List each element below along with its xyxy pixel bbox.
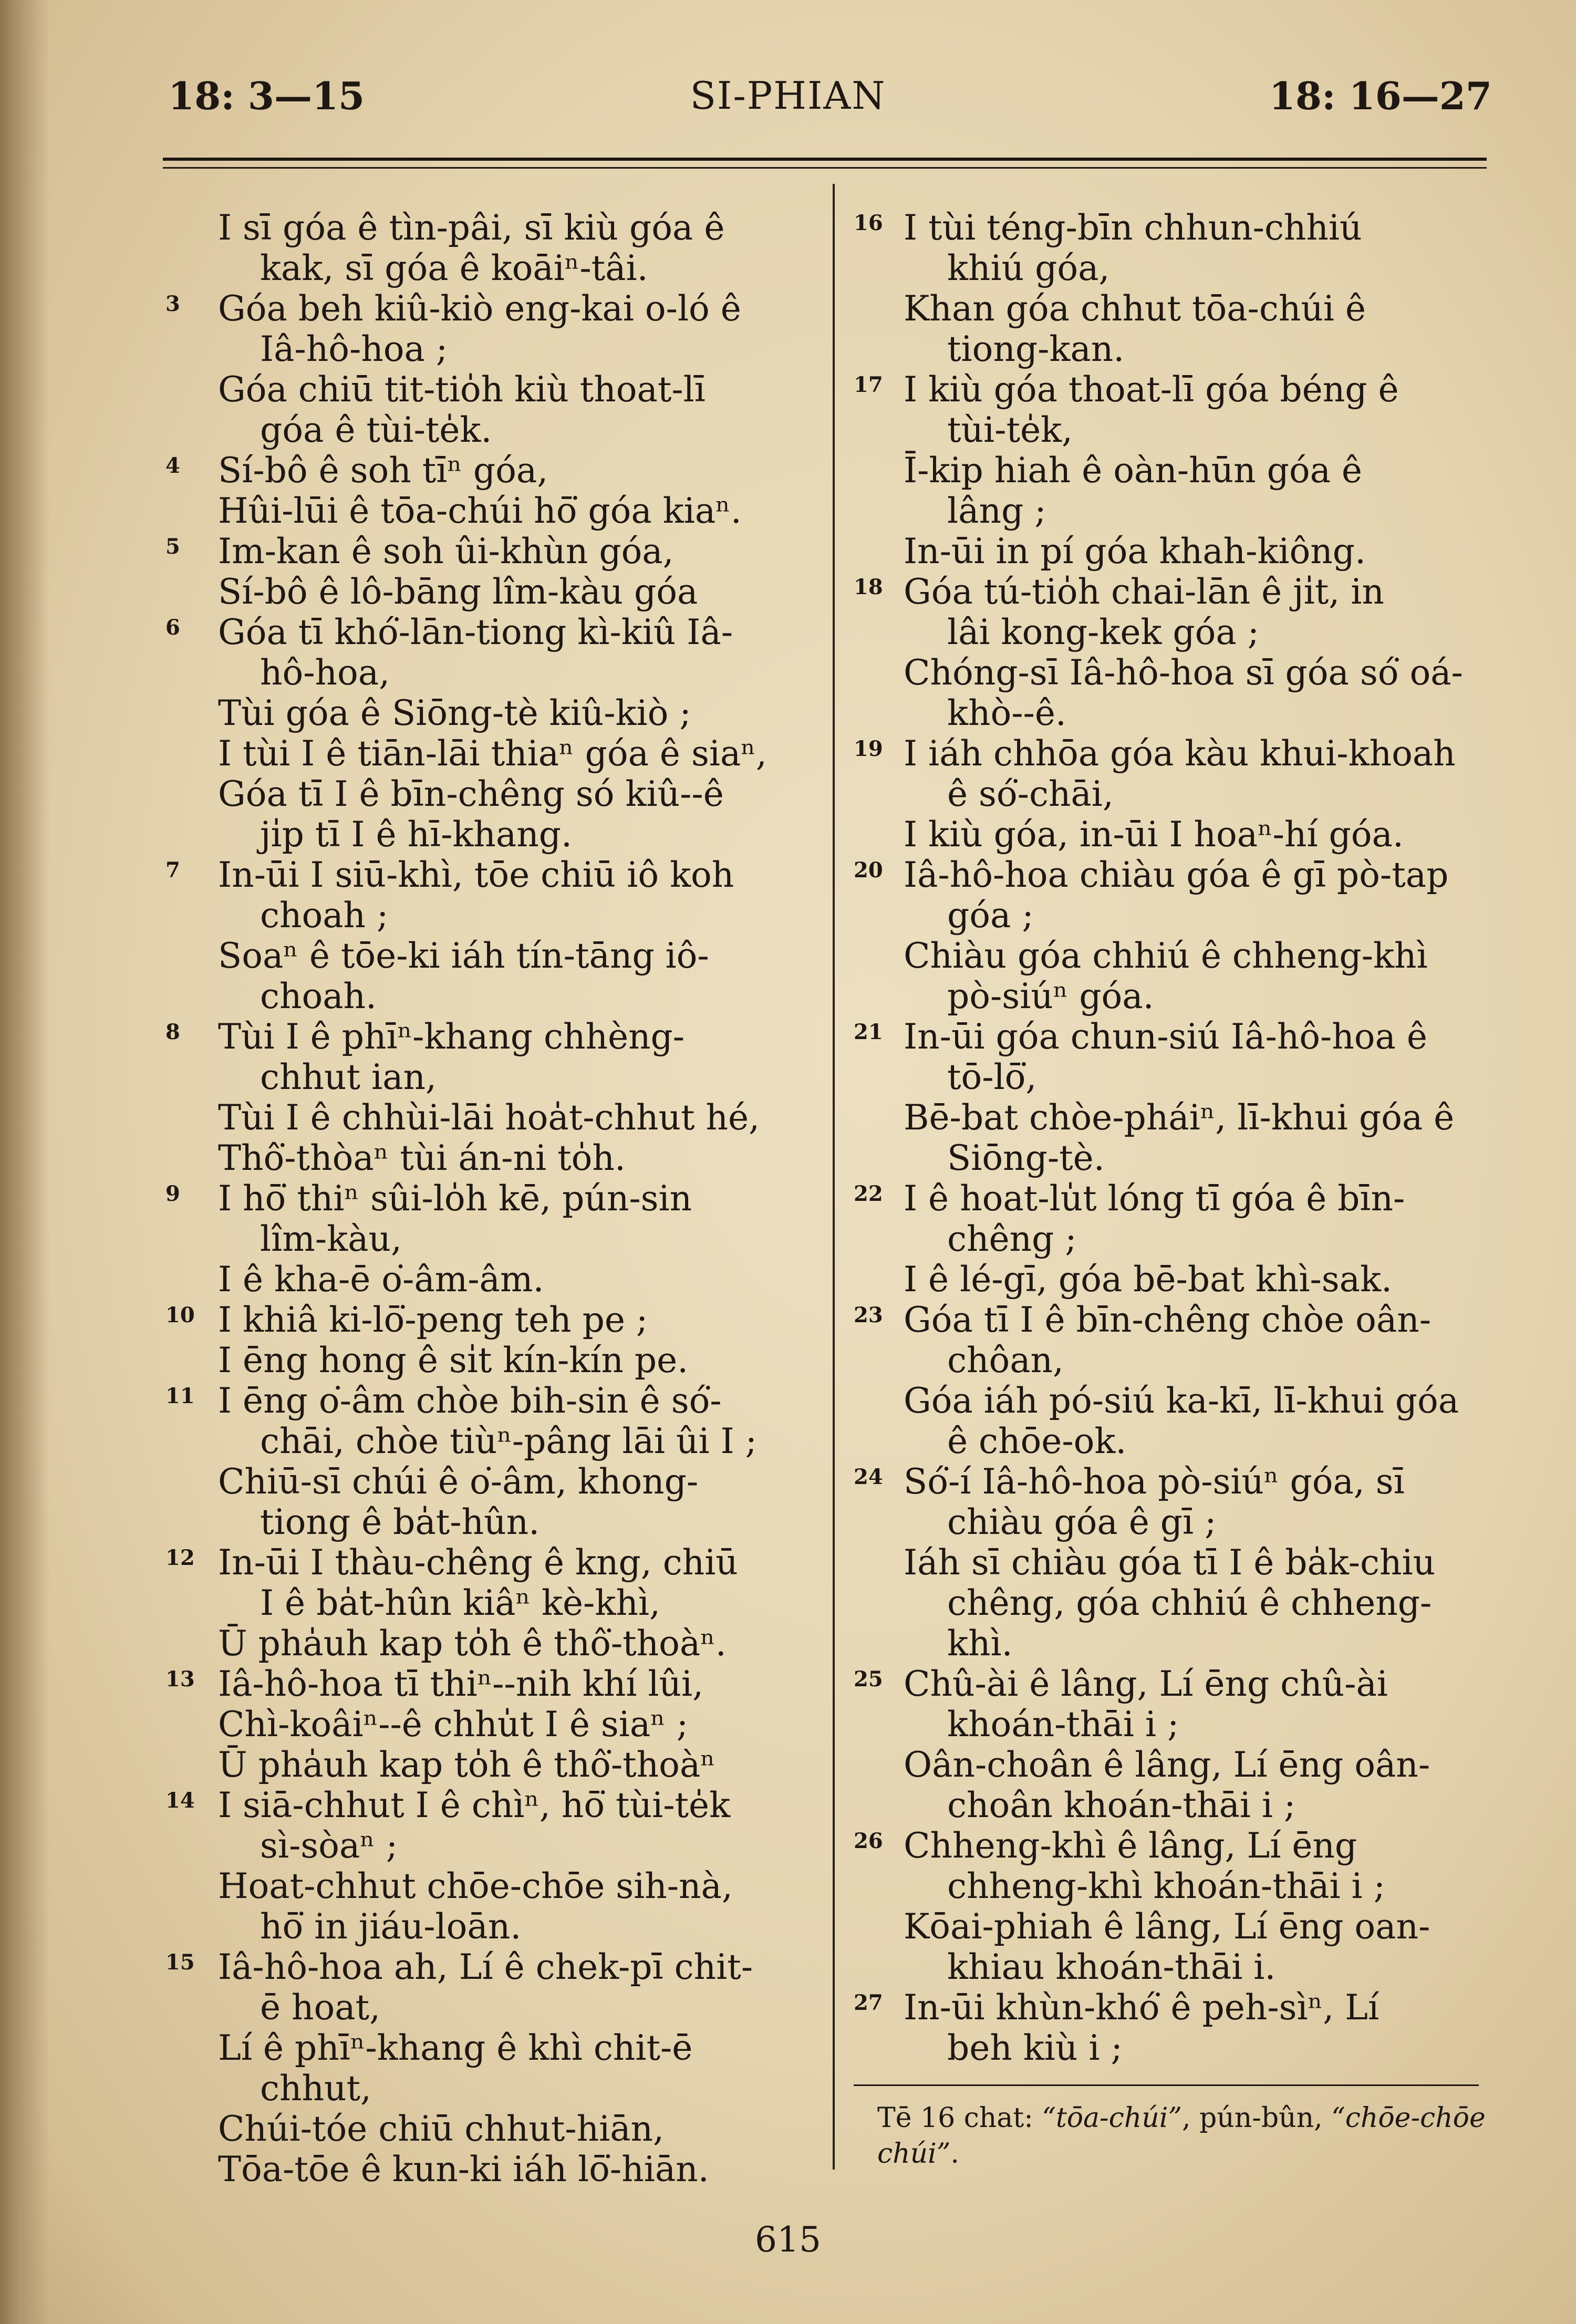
header-rule-thin <box>163 167 1487 169</box>
verse-line <box>165 369 817 410</box>
verse-text: Khan góa chhut tōa-chúi ê <box>904 288 1366 329</box>
verse-text: chêng ; <box>947 1219 1077 1259</box>
verse-number: 9 <box>165 1181 180 1206</box>
verse-line <box>854 531 1492 572</box>
verse-text: beh kiù i ; <box>947 2028 1123 2068</box>
verse-text: I tùi téng-bīn chhun-chhiú <box>904 208 1362 248</box>
verse-text: Chiū-sī chúi ê o͘-âm, khong- <box>218 1461 699 1502</box>
verse-text: chiàu góa ê gī ; <box>947 1502 1217 1542</box>
verse-number: 21 <box>854 1020 883 1044</box>
verse-text: Thô͘-thòaⁿ tùi án-ni to̍h. <box>218 1138 626 1178</box>
verse-line <box>854 410 1492 450</box>
verse-text: Iâ-hô-hoa ; <box>260 329 448 369</box>
verse-text: Siōng-tè. <box>947 1138 1105 1178</box>
verse-text: I sī góa ê tìn-pâi, sī kiù góa ê <box>218 208 725 248</box>
verse-text: ē hoat, <box>260 1987 381 2028</box>
verse-text: In-ūi I siū-khì, tōe chiū iô koh <box>218 855 734 895</box>
verse-text: khoán-thāi i ; <box>947 1704 1179 1745</box>
verse-line <box>165 612 817 652</box>
verse-number: 6 <box>165 615 180 640</box>
verse-text: hō͘ in jiáu-loān. <box>260 1906 522 1947</box>
verse-line <box>854 976 1492 1016</box>
verse-line <box>165 1987 817 2028</box>
verse-text: I tùi I ê tiān-lāi thiaⁿ góa ê siaⁿ, <box>218 733 767 774</box>
verse-text: Lí ê phīⁿ-khang ê khì chit-ē <box>218 2028 693 2068</box>
verse-text: khì. <box>947 1623 1013 1664</box>
verse-line <box>165 1745 817 1785</box>
verse-text: Chû-ài ê lâng, Lí ēng chû-ài <box>904 1664 1388 1704</box>
verse-text: Góa tī khó͘-lān-tiong kì-kiû Iâ- <box>218 612 733 652</box>
verse-text: tiong-kan. <box>947 329 1125 369</box>
verse-text: Iâ-hô-hoa chiàu góa ê gī pò-tap <box>904 855 1449 895</box>
verse-line <box>854 491 1492 531</box>
verse-line <box>854 1219 1492 1259</box>
verse-line <box>165 1259 817 1300</box>
verse-text: chôan, <box>947 1340 1064 1381</box>
verse-text: Hoat-chhut chōe-chōe sih-nà, <box>218 1866 733 1906</box>
verse-line <box>854 1704 1492 1745</box>
verse-line <box>854 208 1492 248</box>
verse-line <box>165 733 817 774</box>
verse-line <box>854 1785 1492 1825</box>
left-column <box>165 208 817 2190</box>
verse-text: Sí-bô ê lô-bāng lîm-kàu góa <box>218 572 698 612</box>
verse-text: khò--ê. <box>947 693 1066 733</box>
verse-text: I ê kha-ē o͘-âm-âm. <box>218 1259 544 1300</box>
verse-number: 10 <box>165 1303 195 1327</box>
verse-text: Chheng-khì ê lâng, Lí ēng <box>904 1825 1357 1866</box>
verse-text: Ū pha̍uh kap to̍h ê thô͘-thoàⁿ. <box>218 1623 727 1664</box>
verse-text: Sí-bô ê soh tīⁿ góa, <box>218 450 548 491</box>
verse-text: Ū pha̍uh kap to̍h ê thô͘-thoàⁿ <box>218 1745 716 1785</box>
running-head-left: 18: 3—15 <box>168 74 365 118</box>
verse-text: sì-sòaⁿ ; <box>260 1825 398 1866</box>
verse-line <box>165 976 817 1016</box>
verse-line <box>165 1623 817 1664</box>
verse-number: 19 <box>854 736 883 761</box>
verse-number: 18 <box>854 575 883 599</box>
verse-text: hô-hoa, <box>260 652 390 693</box>
verse-line <box>854 572 1492 612</box>
verse-line <box>165 1866 817 1906</box>
verse-line <box>165 450 817 491</box>
verse-line <box>165 1138 817 1178</box>
verse-line <box>854 1461 1492 1502</box>
verse-line <box>854 1866 1492 1906</box>
verse-line <box>854 774 1492 814</box>
verse-text: Tùi góa ê Siōng-tè kiû-kiò ; <box>218 693 691 733</box>
verse-line <box>165 491 817 531</box>
verse-line <box>854 855 1492 895</box>
verse-text: choân khoán-thāi i ; <box>947 1785 1296 1825</box>
verse-text: kak, sī góa ê koāiⁿ-tâi. <box>260 248 648 288</box>
verse-text: choah ; <box>260 895 389 936</box>
verse-line <box>165 652 817 693</box>
verse-text: Iáh sī chiàu góa tī I ê ba̍k-chiu <box>904 1542 1436 1583</box>
verse-line <box>165 1057 817 1097</box>
verse-text: In-ūi in pí góa khah-kiông. <box>904 531 1366 572</box>
running-head-right: 18: 16—27 <box>1269 74 1492 118</box>
verse-text: lâi kong-kek góa ; <box>947 612 1259 652</box>
footnote-mid: , pún-bûn, <box>1181 2102 1323 2134</box>
verse-line <box>165 1502 817 1542</box>
verse-text: In-ūi khùn-khó͘ ê peh-sìⁿ, Lí <box>904 1987 1380 2028</box>
footnote-rule <box>854 2084 1479 2086</box>
verse-text: Tùi I ê chhùi-lāi hoa̍t-chhut hé, <box>218 1097 760 1138</box>
verse-line <box>165 774 817 814</box>
verse-line <box>165 288 817 329</box>
verse-line <box>854 1097 1492 1138</box>
verse-text: ji̍p tī I ê hī-khang. <box>260 814 572 855</box>
verse-text: Kōai-phiah ê lâng, Lí ēng oan- <box>904 1906 1430 1947</box>
verse-line <box>854 1623 1492 1664</box>
footnote-end: . <box>950 2138 959 2170</box>
verse-line <box>854 1057 1492 1097</box>
footnote <box>877 2100 1487 2172</box>
verse-number: 26 <box>854 1829 883 1853</box>
verse-text: I khiâ ki-lō͘-peng teh pe ; <box>218 1300 648 1340</box>
verse-text: Góa beh kiû-kiò eng-kai o-ló ê <box>218 288 741 329</box>
verse-line <box>854 2028 1492 2068</box>
verse-line <box>165 410 817 450</box>
column-divider <box>833 184 835 2170</box>
verse-text: In-ūi I thàu-chêng ê kng, chiū <box>218 1542 738 1583</box>
verse-number: 20 <box>854 858 883 883</box>
verse-line <box>854 652 1492 693</box>
verse-text: lîm-kàu, <box>260 1219 402 1259</box>
verse-text: ê só͘-chāi, <box>947 774 1114 814</box>
verse-text: ê chōe-ok. <box>947 1421 1127 1461</box>
verse-line <box>165 1825 817 1866</box>
verse-line <box>165 1947 817 1987</box>
verse-text: tō-lō͘, <box>947 1057 1037 1097</box>
verse-text: Chúi-tóe chiū chhut-hiān, <box>218 2109 665 2149</box>
verse-number: 17 <box>854 372 883 397</box>
verse-text: Góa chiū tit-tio̍h kiù thoat-lī <box>218 369 706 410</box>
verse-text: Iâ-hô-hoa tī thiⁿ--nih khí lûi, <box>218 1664 704 1704</box>
verse-text: Hûi-lūi ê tōa-chúi hō͘ góa kiaⁿ. <box>218 491 742 531</box>
verse-line <box>165 248 817 288</box>
verse-text: Im-kan ê soh ûi-khùn góa, <box>218 531 674 572</box>
verse-line <box>165 2028 817 2068</box>
verse-line <box>165 2109 817 2149</box>
verse-line <box>854 1542 1492 1583</box>
verse-text: I ê ba̍t-hûn kiâⁿ kè-khì, <box>260 1583 660 1623</box>
verse-line <box>854 1906 1492 1947</box>
verse-text: chhut ian, <box>260 1057 437 1097</box>
verse-text: I siā-chhut I ê chìⁿ, hō͘ tùi-te̍k <box>218 1785 731 1825</box>
verse-text: I iáh chhōa góa kàu khui-khoah <box>904 733 1456 774</box>
verse-number: 23 <box>854 1303 883 1327</box>
verse-number: 14 <box>165 1788 195 1813</box>
verse-line <box>854 1138 1492 1178</box>
verse-number: 13 <box>165 1667 195 1692</box>
verse-number: 7 <box>165 858 180 883</box>
verse-line <box>854 288 1492 329</box>
verse-number: 15 <box>165 1950 195 1975</box>
verse-number: 25 <box>854 1667 883 1692</box>
verse-text: chāi, chòe tiùⁿ-pâng lāi ûi I ; <box>260 1421 757 1461</box>
verse-text: I kiù góa, in-ūi I hoaⁿ-hí góa. <box>904 814 1404 855</box>
verse-line <box>165 936 817 976</box>
verse-number: 12 <box>165 1545 195 1570</box>
verse-line <box>165 1542 817 1583</box>
verse-text: góa ê tùi-te̍k. <box>260 410 492 450</box>
verse-line <box>854 248 1492 288</box>
verse-text: I ēng o͘-âm chòe bih-sin ê só͘- <box>218 1381 722 1421</box>
book-gutter-shadow <box>0 0 50 2324</box>
verse-line <box>165 1178 817 1219</box>
header-rule-thick <box>163 158 1487 161</box>
verse-line <box>854 1259 1492 1300</box>
verse-text: khiú góa, <box>947 248 1110 288</box>
verse-text: I ēng hong ê si̍t kín-kín pe. <box>218 1340 689 1381</box>
verse-line <box>854 1825 1492 1866</box>
verse-text: lâng ; <box>947 491 1046 531</box>
verse-text: pò-siúⁿ góa. <box>947 976 1154 1016</box>
verse-line <box>165 1906 817 1947</box>
verse-line <box>854 1664 1492 1704</box>
verse-text: I hō͘ thiⁿ sûi-lo̍h kē, pún-sin <box>218 1178 692 1219</box>
verse-line <box>165 1340 817 1381</box>
verse-text: choah. <box>260 976 377 1016</box>
verse-number: 3 <box>165 292 180 316</box>
page-number: 615 <box>755 2219 821 2260</box>
verse-line <box>854 1987 1492 2028</box>
verse-line <box>165 2149 817 2190</box>
verse-text: Bē-bat chòe-pháiⁿ, lī-khui góa ê <box>904 1097 1455 1138</box>
verse-line <box>165 1704 817 1745</box>
verse-number: 22 <box>854 1181 883 1206</box>
verse-line <box>854 1381 1492 1421</box>
footnote-term-2: “chōe-chōe chúi” <box>877 2102 1486 2170</box>
verse-line <box>854 1178 1492 1219</box>
verse-text: tiong ê ba̍t-hûn. <box>260 1502 540 1542</box>
verse-line <box>854 936 1492 976</box>
verse-text: I ê lé-gī, góa bē-bat khì-sak. <box>904 1259 1392 1300</box>
verse-text: góa ; <box>947 895 1034 936</box>
verse-line <box>854 814 1492 855</box>
verse-line <box>165 1016 817 1057</box>
verse-number: 4 <box>165 453 180 478</box>
verse-text: Chì-koâiⁿ--ê chhu̍t I ê siaⁿ ; <box>218 1704 688 1745</box>
verse-number: 16 <box>854 211 883 235</box>
verse-line <box>854 612 1492 652</box>
verse-text: I kiù góa thoat-lī góa béng ê <box>904 369 1399 410</box>
verse-line <box>165 1785 817 1825</box>
verse-text: Iâ-hô-hoa ah, Lí ê chek-pī chit- <box>218 1947 753 1987</box>
verse-text: Ī-kip hiah ê oàn-hūn góa ê <box>904 450 1362 491</box>
verse-line <box>854 369 1492 410</box>
verse-line <box>165 855 817 895</box>
verse-text: Góa iáh pó-siú ka-kī, lī-khui góa <box>904 1381 1459 1421</box>
verse-line <box>165 1381 817 1421</box>
verse-text: Chiàu góa chhiú ê chheng-khì <box>904 936 1428 976</box>
verse-text: Soaⁿ ê tōe-ki iáh tín-tāng iô- <box>218 936 709 976</box>
verse-number: 24 <box>854 1465 883 1489</box>
verse-line <box>165 1097 817 1138</box>
verse-line <box>165 1461 817 1502</box>
verse-line <box>854 329 1492 369</box>
verse-number: 8 <box>165 1020 180 1044</box>
verse-line <box>165 814 817 855</box>
verse-line <box>854 693 1492 733</box>
verse-line <box>854 450 1492 491</box>
verse-text: tùi-te̍k, <box>947 410 1073 450</box>
verse-text: chhut, <box>260 2068 371 2109</box>
verse-line <box>165 1300 817 1340</box>
verse-line <box>854 1745 1492 1785</box>
verse-text: In-ūi góa chun-siú Iâ-hô-hoa ê <box>904 1016 1427 1057</box>
verse-line <box>854 895 1492 936</box>
verse-line <box>165 2068 817 2109</box>
verse-text: khiau khoán-thāi i. <box>947 1947 1276 1987</box>
verse-line <box>165 1219 817 1259</box>
verse-line <box>854 1016 1492 1057</box>
verse-line <box>165 531 817 572</box>
right-column <box>854 208 1492 2068</box>
verse-text: Góa tú-tio̍h chai-lān ê ji̍t, in <box>904 572 1384 612</box>
verse-text: Góa tī I ê bīn-chêng só kiû--ê <box>218 774 724 814</box>
verse-line <box>165 329 817 369</box>
verse-line <box>854 1502 1492 1542</box>
verse-line <box>165 1583 817 1623</box>
verse-line <box>165 572 817 612</box>
running-head-title: SI-PHIAN <box>690 74 886 118</box>
verse-text: Tùi I ê phīⁿ-khang chhèng- <box>218 1016 685 1057</box>
verse-line <box>854 733 1492 774</box>
verse-number: 27 <box>854 1990 883 2015</box>
verse-line <box>165 895 817 936</box>
verse-line <box>854 1583 1492 1623</box>
verse-line <box>165 1421 817 1461</box>
verse-number: 5 <box>165 534 180 559</box>
footnote-lead: Tē 16 chat: <box>877 2102 1033 2134</box>
footnote-term-1: “tōa-chúi” <box>1042 2102 1182 2134</box>
verse-line <box>165 693 817 733</box>
verse-line <box>854 1300 1492 1340</box>
verse-number: 11 <box>165 1384 195 1408</box>
verse-text: chêng, góa chhiú ê chheng- <box>947 1583 1432 1623</box>
verse-text: Tōa-tōe ê kun-ki iáh lō͘-hiān. <box>218 2149 709 2190</box>
verse-line <box>854 1340 1492 1381</box>
verse-text: I ê hoat-lu̍t lóng tī góa ê bīn- <box>904 1178 1405 1219</box>
verse-text: chheng-khì khoán-thāi i ; <box>947 1866 1385 1906</box>
verse-text: Chóng-sī Iâ-hô-hoa sī góa só͘ oá- <box>904 652 1463 693</box>
verse-text: Oân-choân ê lâng, Lí ēng oân- <box>904 1745 1430 1785</box>
verse-text: Só͘-í Iâ-hô-hoa pò-siúⁿ góa, sī <box>904 1461 1405 1502</box>
verse-line <box>165 1664 817 1704</box>
verse-line <box>165 208 817 248</box>
verse-text: Góa tī I ê bīn-chêng chòe oân- <box>904 1300 1432 1340</box>
verse-line <box>854 1947 1492 1987</box>
verse-line <box>854 1421 1492 1461</box>
